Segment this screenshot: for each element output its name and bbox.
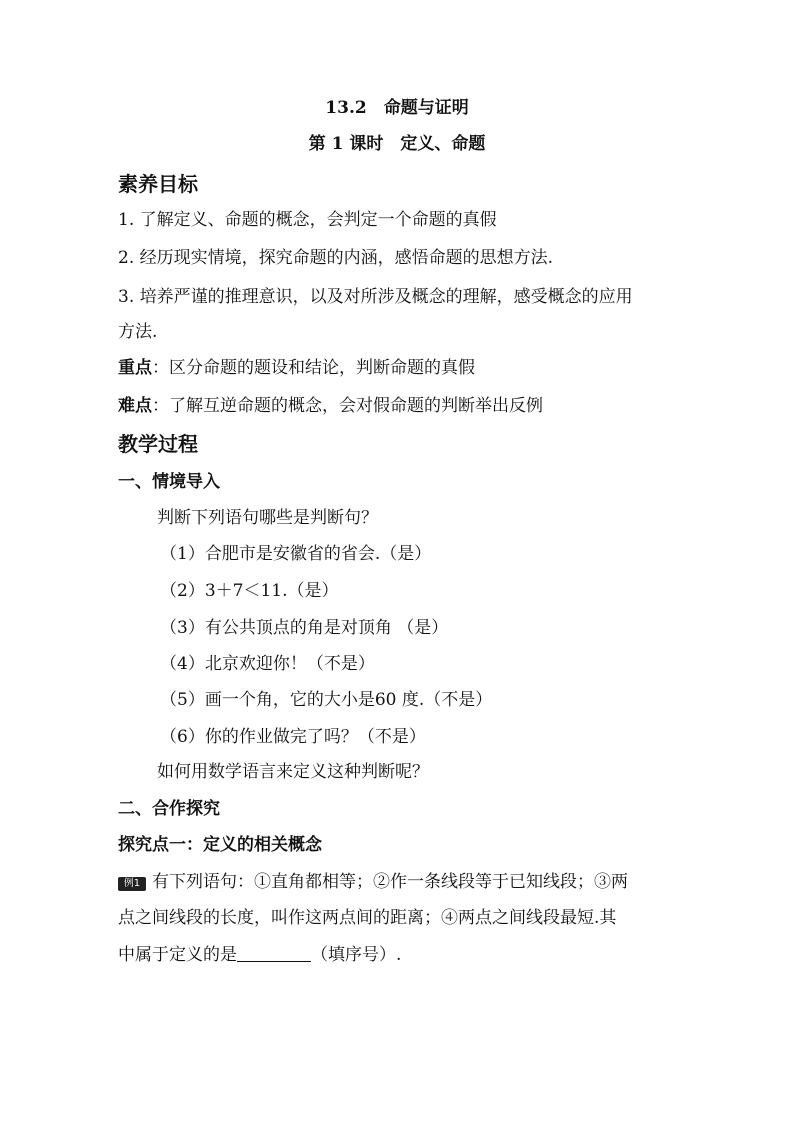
goal-item-3-continued: 方法.	[118, 322, 158, 342]
intro-question: 判断下列语句哪些是判断句？	[157, 508, 378, 528]
goal-item-2: 2. 经历现实情境，探究命题的内涵，感悟命题的思想方法.	[118, 248, 554, 268]
point1-heading: 探究点一：定义的相关概念	[118, 835, 322, 855]
statement-3: （3）有公共顶点的角是对顶角 （是）	[160, 618, 449, 638]
lesson-subtitle: 第 1 课时 定义、命题	[308, 134, 486, 154]
statement-5: （5）画一个角，它的大小是60 度.（不是）	[160, 690, 493, 710]
example-text-1: 有下列语句：①直角都相等；②作一条线段等于已知线段；③两	[152, 872, 628, 892]
page-title: 13.2 命题与证明	[325, 98, 469, 118]
statement-4: （4）北京欢迎你！（不是）	[160, 654, 375, 674]
section-heading-goals: 素养目标	[118, 172, 198, 196]
key-point-text: ：区分命题的题设和结论，判断命题的真假	[152, 358, 475, 378]
goal-item-1: 1. 了解定义、命题的概念，会判定一个命题的真假	[118, 210, 497, 230]
statement-1: （1）合肥市是安徽省的省会.（是）	[160, 544, 432, 564]
example-line-3	[118, 945, 401, 965]
difficult-point	[118, 396, 543, 416]
key-point	[118, 358, 475, 378]
answer-blank	[237, 945, 311, 962]
example-text-3a: 中属于定义的是	[118, 945, 237, 965]
statement-6: （6）你的作业做完了吗？（不是）	[160, 727, 426, 747]
statement-2: （2）3＋7＜11.（是）	[160, 581, 339, 601]
follow-up-question: 如何用数学语言来定义这种判断呢？	[157, 762, 429, 782]
part1-heading: 一、情境导入	[118, 472, 220, 492]
example-line-1	[118, 872, 628, 892]
difficult-point-label: 难点	[118, 396, 152, 416]
key-point-label: 重点	[118, 358, 152, 378]
example-badge: 例1	[118, 877, 146, 891]
difficult-point-text: ：了解互逆命题的概念，会对假命题的判断举出反例	[152, 396, 543, 416]
example-text-3b: （填序号）.	[311, 945, 402, 965]
part2-heading: 二、合作探究	[118, 799, 220, 819]
section-heading-process: 教学过程	[118, 432, 198, 456]
goal-item-3: 3. 培养严谨的推理意识，以及对所涉及概念的理解，感受概念的应用	[118, 287, 633, 307]
example-line-2: 点之间线段的长度，叫作这两点间的距离；④两点之间线段最短.其	[118, 908, 617, 928]
